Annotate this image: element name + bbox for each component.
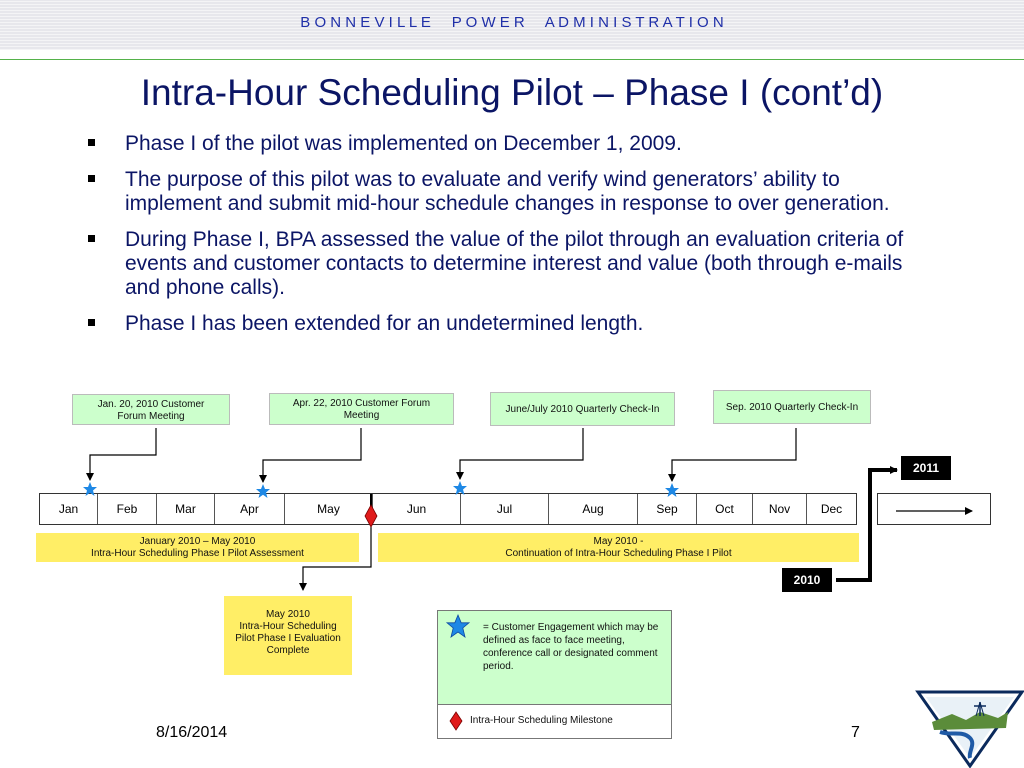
legend-milestone-text: Intra-Hour Scheduling Milestone	[470, 715, 613, 726]
page-number: 7	[851, 724, 860, 741]
legend-diamond-icon	[450, 712, 462, 730]
bullet-item: Phase I of the pilot was implemented on December 1, 2009.	[88, 132, 918, 156]
event-box-junjul-checkin: June/July 2010 Quarterly Check-In	[490, 392, 675, 426]
star-icon	[665, 483, 679, 497]
month-nov: Nov	[752, 494, 806, 524]
footer-date: 8/16/2014	[156, 724, 228, 741]
bullet-item: The purpose of this pilot was to evaluate and verify wind generators’ ability to implement and submit mid-hour schedule changes in response to over generation.	[88, 168, 918, 216]
slide-title: Intra-Hour Scheduling Pilot – Phase I (cont’d)	[140, 72, 884, 113]
connector-junjul-event	[460, 428, 583, 479]
event-box-apr-forum: Apr. 22, 2010 Customer Forum Meeting	[269, 393, 454, 425]
connector-milestone	[303, 527, 371, 590]
month-aug: Aug	[548, 494, 637, 524]
month-apr: Apr	[214, 494, 284, 524]
month-jun: Jun	[372, 494, 460, 524]
month-jul: Jul	[460, 494, 548, 524]
legend-star-icon	[447, 615, 469, 637]
event-box-sep-checkin: Sep. 2010 Quarterly Check-In	[713, 390, 871, 424]
event-box-jan-forum: Jan. 20, 2010 Customer Forum Meeting	[72, 394, 230, 425]
month-oct: Oct	[696, 494, 752, 524]
month-sep: Sep	[637, 494, 696, 524]
month-may: May	[284, 494, 372, 524]
bullet-item: During Phase I, BPA assessed the value of the pilot through an evaluation criteria of events and customer contacts to determine interest and value (both through e-mails and phone calls).	[88, 228, 918, 300]
year-transition-path	[836, 470, 897, 580]
bullet-item: Phase I has been extended for an undetermined length.	[88, 312, 918, 336]
year-label-2010: 2010	[782, 568, 832, 592]
milestone-box-evaluation: May 2010 Intra-Hour Scheduling Pilot Phase I Evaluation Complete	[224, 596, 352, 675]
year-label-2011: 2011	[901, 456, 951, 480]
month-dec: Dec	[806, 494, 856, 524]
org-name: B O N N E V I L L E P O W E R A D M I N I S T R A T I O N	[300, 14, 724, 31]
star-icon	[453, 481, 467, 495]
bpa-logo	[918, 692, 1022, 766]
month-mar: Mar	[156, 494, 214, 524]
star-icon	[83, 482, 97, 496]
connector-jan-event	[90, 428, 156, 480]
star-icon	[256, 484, 270, 498]
phase-box-assessment: January 2010 – May 2010 Intra-Hour Scheduling Phase I Pilot Assessment	[36, 533, 359, 562]
legend-engagement-text: = Customer Engagement which may be defined as face to face meeting, conference call or designated comment period.	[483, 622, 659, 672]
milestone-diamond-icon	[365, 505, 377, 527]
month-jan: Jan	[58, 502, 79, 516]
connector-apr-event	[263, 428, 361, 482]
month-feb: Feb	[97, 494, 156, 524]
connector-sep-event	[672, 428, 796, 481]
phase-box-continuation: May 2010 - Continuation of Intra-Hour Scheduling Phase I Pilot	[378, 533, 859, 562]
